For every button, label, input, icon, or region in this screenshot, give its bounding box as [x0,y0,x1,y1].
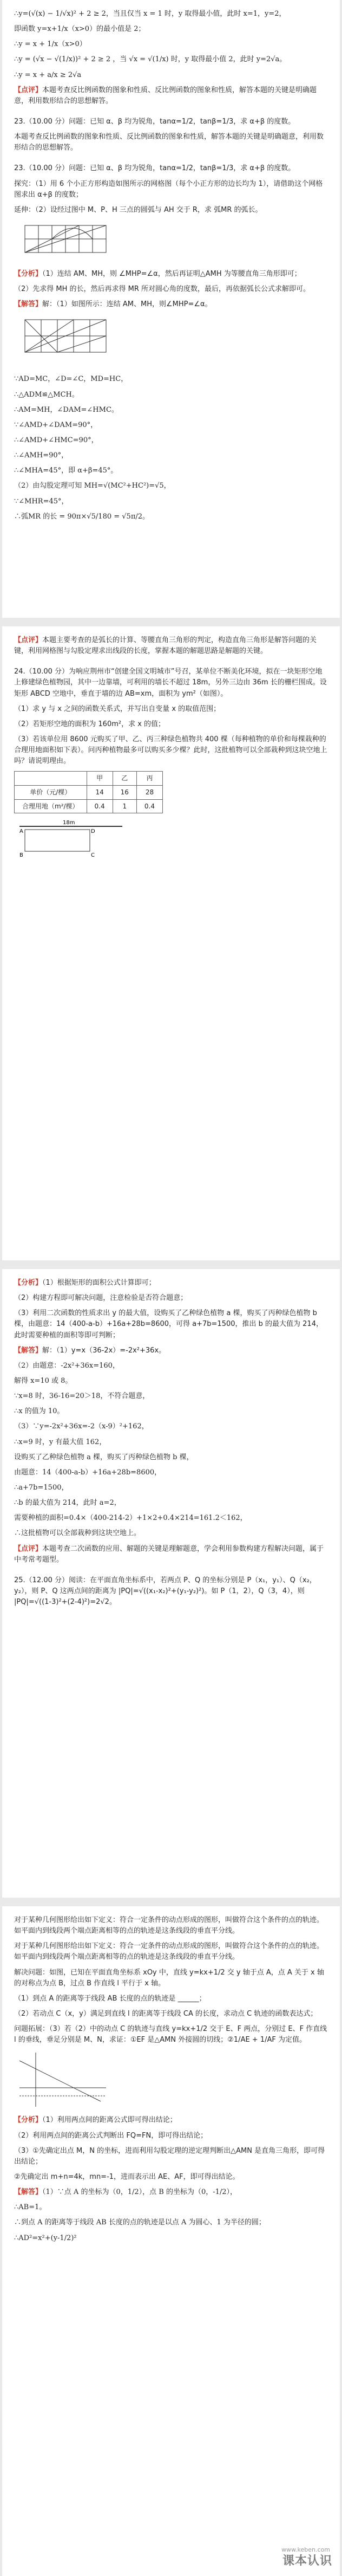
coordinate-figure [14,2050,111,2109]
question-24: 24.（10.00 分）为响应荆州市“创建全国文明城市”号召，某单位不断美化环境，拟在一块矩形空地上修建绿色植物园，其中一边靠墙，可利用的墙长不超过 18m，另外三边由 36m 长的栅栏围成。设矩形 ABCD 空地中，垂直于墙的边 AB=xm，面积为 ym²（如图）。 [14,668,327,698]
proof-line: ∴弧MR 的长 = 90π×√5/180 = √5π/2。 [14,512,150,521]
solution-line: ∴a+7b=1500， [14,1483,69,1492]
page-3 [2,1269,340,1898]
question-23a-text: 本题考查反比例函数的图象和性质、反比例函数的图象和性质，解答本题的关键是明确题意，利用数形结合的思想解答。 [14,133,324,152]
question-25: 25.（12.00 分）阅读：在平面直角坐标系中，若两点 P、Q 的坐标分别是 P（x₁，y₁）、Q（x₂，y₂），则 P、Q 这两点间的距离为 |PQ|=√((x₁-x₂)²+(y₁-y₂)²)。如 P（1，2），Q（3，4），则 |PQ|=√((1-3)²+(2-4)²)=2√2。 [14,1576,317,1607]
question-24-2: （2）若矩形空地的面积为 160m²，求 x 的值； [14,720,166,728]
analysis-2: （2）先求得 MH 的长，然后再求得 MR 所对圆心角的度数，最后，再依据弧长公式求解即可。 [14,285,311,294]
analysis-line: ②先确定出 m+n=4k，mn=-1，进而表示出 AE、AF，即可得出结论。 [14,2172,240,2181]
solution-line: ∵x=8 时，36-16=20＞18，不符合题意， [14,1392,150,1401]
proof-line: （2）由勾股定理可知 MH=√(MC²+HC²)=√5， [14,482,171,490]
page-4 [2,1906,340,2576]
page-2 [2,626,340,1260]
question-line: （2）若动点 C（x，y）满足到直线 l 的距离等于线段 CA 的长度，求动点 C 轨迹的函数表达式； [14,2009,318,2018]
solution-line: ∴AD²=x²+(y-1/2)² [14,2234,77,2242]
analysis-1: 【分析】（1）连结 AM、MH，则 ∠MHP=∠α，然后再证明△AMH 为等腰直角三角形即可； [14,269,301,278]
solution-head: 【解答】（1）∵点 A 的坐标为（0，1/2），点 B 的坐标为（0，-1/2）， [14,2188,238,2197]
question-line: 对于某种几何图形给出如下定义：符合一定条件的动点形成的图形，叫做符合这个条件的点的轨迹。如平面内到线段两个端点距离相等的点的轨迹是这条线段的垂直平分线。 [14,1942,324,1962]
solution-line: （2）由题意：-2x²+36x=160， [14,1361,120,1370]
solution-line: 解得 x=10 或 8。 [14,1376,73,1385]
point-b: B [19,852,23,859]
rectangle-figure [14,819,133,862]
question-line: 问题拓展：（3）若（2）中的动点 C 的轨迹与直线 y=kx+1/2 交于 E、F 两点，分别过 E、F 作直线 l 的垂线，垂足分别是 M、N，求证：①EF 是△AMN 外接圆的切线；②1/AE + 1/AF 为定值。 [14,2025,327,2044]
solution-line: ∴x 的值为 10。 [14,1407,64,1416]
solution-line: ∴x=9 时，y 有最大值 162， [14,1438,107,1446]
intro: 对于某种几何图形给出如下定义：符合一定条件的动点形成的图形，叫做符合这个条件的点的轨迹。如平面内到线段两个端点距离相等的点的轨迹是这条线段的垂直平分线。 [14,1916,324,1936]
point-c: C [91,852,95,859]
solution-line: 需要种植的面积=0.4×（400-214-2）+1×2+0.4×214=161.2＜162， [14,1514,247,1523]
solution-line: ∴AB=1。 [14,2203,47,2212]
proof-line: ∴∠AMH=90°， [14,451,69,460]
comment: 【点评】本题考查反比例函数的图象和性质、反比例函数的图象和性质，解答本题的关键是明确题意，利用数形结合的思想解答。 [14,86,317,105]
solution-line: ∴b 的最大值为 214，此时 a=2， [14,1499,121,1507]
watermark-url: www.keben.com [281,2546,330,2553]
analysis-head: 【分析】（1）根据矩形的面积公式计算即可； [14,1279,156,1287]
proof-line: ∴△ADM≌△MCH。 [14,390,79,399]
comment: 【点评】本题考查二次函数的应用、解题的关键是理解题意，学会利用参数构建方程解决问题，属于中考常考题型。 [14,1544,324,1564]
analysis-line: （2）利用两点间的距离公式判断出 FQ=FN，即可得出结论； [14,2131,208,2140]
text-line: ∴y = x + 1/x（x>0） [14,40,87,49]
analysis-line: （2）构建方程即可解决问题，注意检验是否符合题意； [14,1294,188,1303]
question-line: （1）到点 A 的距离等于线段 AB 长度的点的轨迹是 ______； [14,1994,206,2003]
proof-line: ∵AD=MC，∠D=∠C，MD=HC， [14,375,128,384]
question-24-1: （1）求 y 与 x 之间的函数关系式，并写出自变量 x 的取值范围； [14,704,221,713]
solution-head: 【解答】解：（1）y=x（36-2x）=-2x²+36x。 [14,1346,166,1355]
watermark: 课本认识 [282,2554,332,2568]
question-23a: 23.（10.00 分）问题：已知 α、β 均为锐角，tanα=1/2，tanβ=1/3，求 α+β 的度数。 [14,117,295,126]
text-line: ∴y=(√(x) − 1/√x)² + 2 ≥ 2，当且仅当 x = 1 时，y 取得最小值，此时 x=1，y=2， [14,10,286,18]
wall-label: 18m [63,820,75,826]
solution-line: （3）∵y=-2x²+36x=-2（x-9）²+162， [14,1422,149,1431]
question-line: 解决问题：如图，已知在平面直角坐标系 xOy 中，直线 y=kx+1/2 交 y 轴于点 A，点 A 关于 x 轴的对称点为点 B，过点 B 作直线 l 平行于 x 轴。 [14,1968,324,1988]
price-table: 甲 乙 丙 单价（元/棵） 14 16 28 合理用地（m²/棵） 0.4 1 0.4 [14,771,163,813]
proof-line: ∵∠AMD+∠DAM=90°， [14,420,98,429]
question-23-extend: 延伸：（2）设经过图中 M、P、H 三点的圆弧与 AH 交于 R，求 弧MR 的弧长。 [14,205,262,214]
proof-line: ∴∠AMD+∠HMC=90°， [14,436,98,444]
question-23: 23.（10.00 分）问题：已知 α、β 均为锐角，tanα=1/2，tanβ=1/3，求 α+β 的度数。 [14,164,295,173]
solution-line: 由题意：14（400-a-b）+16a+28b=8600， [14,1468,162,1477]
grid-figure-2 [14,314,122,368]
proof-line: ∴AM=MH，∠DAM=∠HMC。 [14,405,119,414]
page-1 [2,0,340,618]
proof-line: ∵∠MHR=45°， [14,497,69,506]
proof-line: ∴∠MHA=45°，即 α+β=45°。 [14,467,118,475]
solution-line: ∴到点 A 的距离等于线段 AB 长度的点的轨迹是以点 A 为圆心、1 为半径的圆； [14,2218,266,2227]
grid-figure-1 [14,220,122,263]
analysis-line: （3）①先确定出点 M，N 的坐标，进而利用勾股定理的逆定理判断出△AMN 是直角三角形，即可得出结论； [14,2146,325,2166]
point-d: D [91,829,95,835]
point-a: A [19,829,23,835]
text-line: ∴y = x + a/x ≥ 2√a [14,70,82,79]
question-23-explore: 探究：（1）用 6 个小正方形构造如图所示的网格图（每个小正方形的边长均为 1），请借助这个网格图求出 α+β 的度数； [14,179,323,199]
solution-line: 设购买了乙种绿色植物 a 棵，购买了丙种绿色植物 b 棵， [14,1453,194,1461]
solution-line: ∴这批植物可以全部栽种到这块空地上。 [14,1529,141,1538]
solution: 【解答】解：（1）如图所示：连结 AM、MH，则∠MHP=∠α。 [14,300,212,309]
analysis-line: （3）利用二次函数的性质求出 y 的最大值，设购买了乙种绿色植物 a 棵，购买了丙种绿色植物 b 棵，由题意：14（400-a-b）+16a+28b=8600，可得 a+7b=1500，推出 b 的最大值为 214，此时需要种植的面积等即可判断； [14,1309,323,1339]
comment: 【点评】本题主要考查的是弧长的计算、等腰直角三角形的判定，构造直角三角形是解答问题的关键，利用网格图与勾股定理求出线段的长度，掌握本题的解题思路是解题的关键。 [14,636,317,656]
text-line: ∴y = (√x − √(1/x))² + 2 ≥ 2 ，当 √x = √(1/x) 时，y 取得最小值 2，此时 y=2√a。 [14,55,287,64]
text-line: 即函数 y=x+1/x（x>0）的最小值是 2； [14,25,146,34]
analysis-head: 【分析】（1）利用两点间的距离公式即可得出结论； [14,2116,177,2125]
question-24-3: （3）若该单位用 8600 元购买了甲、乙、丙三种绿色植物共 400 棵（每种植物的单价和每棵栽种的合理用地面积如下表）。问丙种植物最多可以购买多少棵？此时，这批植物可以全部栽种到这块空地上吗？请说明理由。 [14,735,327,766]
